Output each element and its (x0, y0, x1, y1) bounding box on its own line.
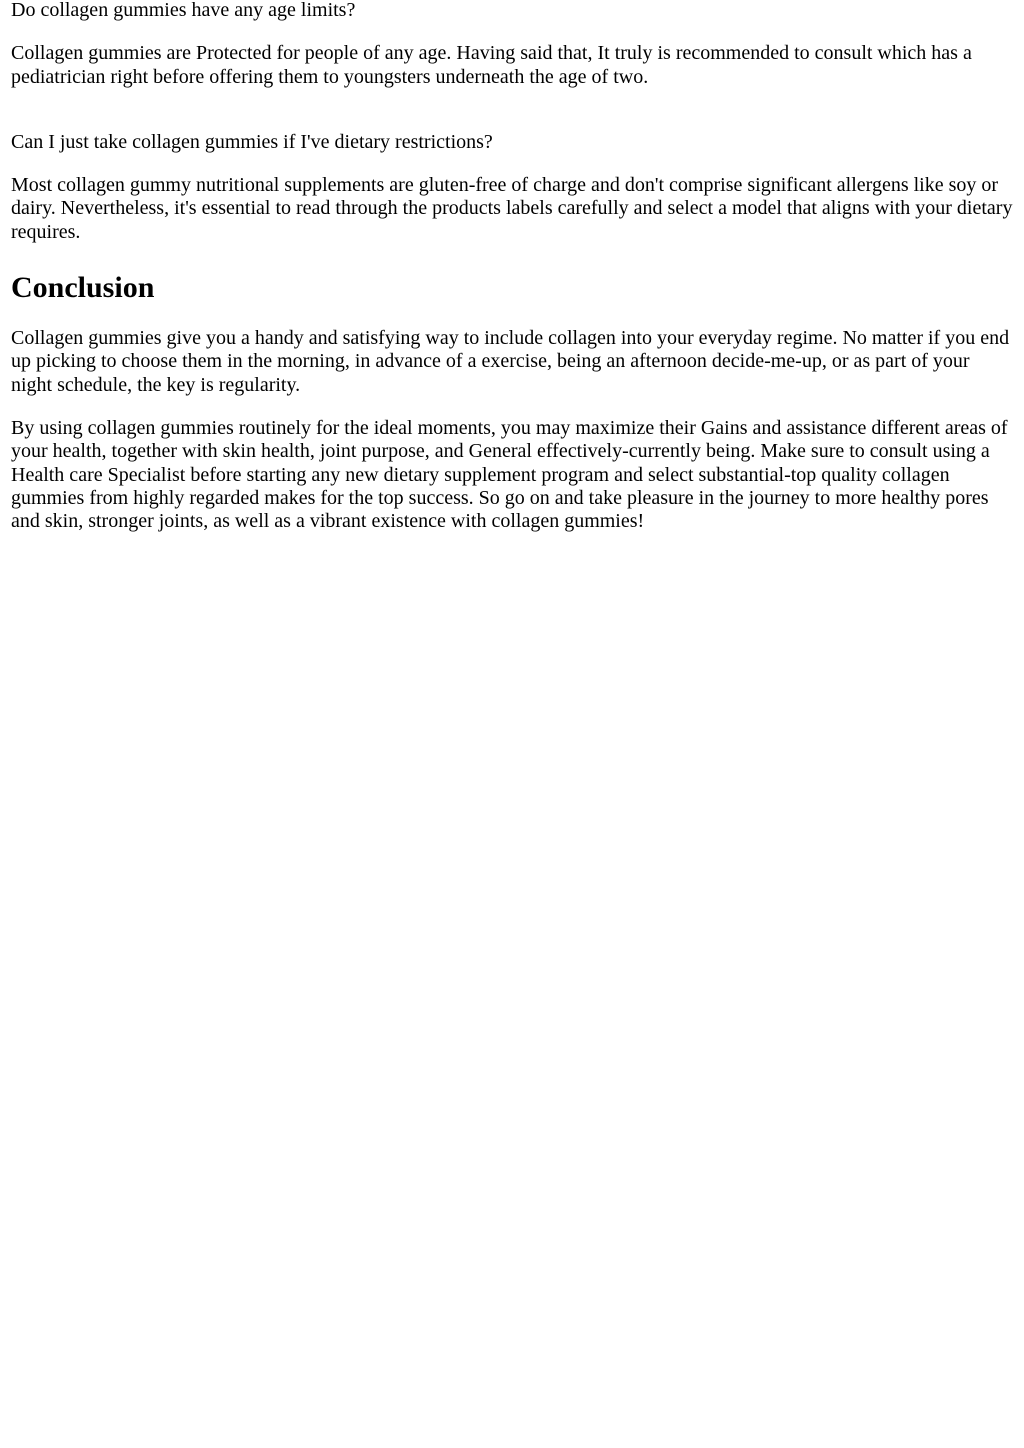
conclusion-paragraph-1: Collagen gummies give you a handy and satisfying way to include collagen into your everyday regime. No matter if you end up picking to choose them in the morning, in advance of a exercise, being an afternoon decide-me-up, or as part of your night schedule, the key is regularity. (11, 327, 1010, 396)
faq-answer-dietary-restrictions: Most collagen gummy nutritional supplements are gluten-free of charge and don't comprise significant allergens like soy or dairy. Nevertheless, it's essential to read through the products labels carefully and select a model that aligns with your dietary requires. (11, 174, 1013, 243)
faq-question-age-limits: Do collagen gummies have any age limits? (11, 0, 356, 21)
section-heading-conclusion: Conclusion (11, 271, 155, 305)
conclusion-paragraph-2: By using collagen gummies routinely for the ideal moments, you may maximize their Gains and assistance different areas of your health, together with skin health, joint purpose, and General effectively-currently being. Make sure to consult using a Health care Specialist before starting any new dietary supplement program and select substantial-top quality collagen gummies from highly regarded makes for the top success. So go on and take pleasure in the journey to more healthy pores and skin, stronger joints, as well as a vibrant existence with collagen gummies! (11, 416, 1008, 533)
faq-answer-age-limits: Collagen gummies are Protected for people of any age. Having said that, It truly is recommended to consult which has a pediatrician right before offering them to youngsters underneath the age of two. (11, 42, 972, 88)
faq-question-dietary-restrictions: Can I just take collagen gummies if I've dietary restrictions? (11, 130, 493, 153)
article-body (0, 0, 1024, 533)
